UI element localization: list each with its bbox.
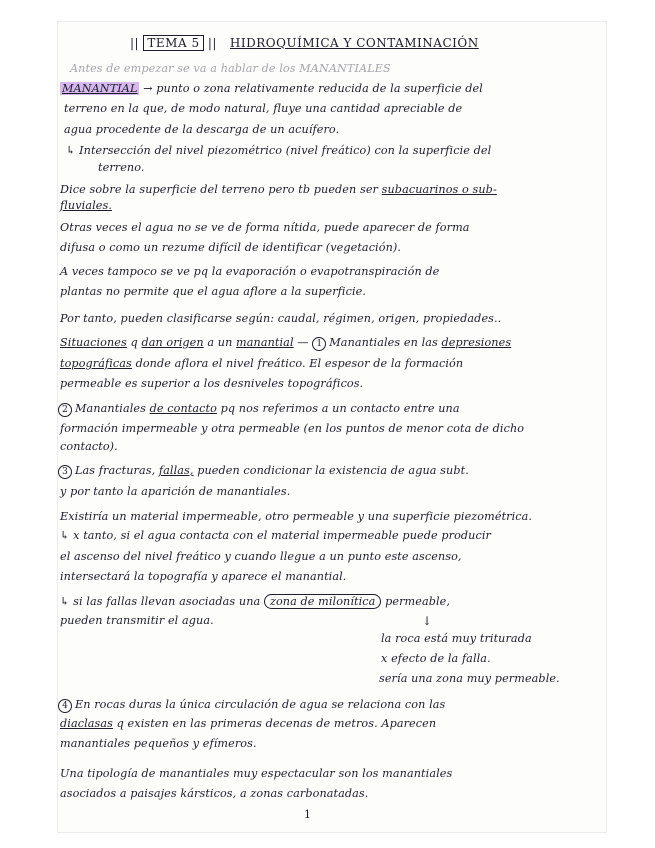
p22: En rocas duras la única circulación de agua se relaciona con las — [75, 698, 446, 711]
number-2-circle: 2 — [58, 403, 72, 417]
p17a: ↳ si las fallas llevan asociadas una — [60, 595, 261, 608]
def-line-3: agua procedente de la descarga de un acuífero. — [64, 123, 340, 136]
p5g: Manantiales en las — [329, 336, 438, 349]
p11c: pueden condicionar la existencia de agua subt. — [197, 464, 469, 477]
p13-line: Existiría un material impermeable, otro permeable y una superficie piezométrica. — [60, 510, 533, 523]
p2-line-2: difusa o como un rezume difícil de identificar (vegetación). — [60, 241, 401, 254]
note-line-1: la roca está muy triturada — [381, 632, 532, 645]
p23-line — [60, 717, 606, 731]
p1-line-1 — [60, 183, 606, 197]
p9-line: formación impermeable y otra permeable (en los puntos de menor cota de dicho — [60, 422, 525, 435]
p7-line: permeable es superior a los desniveles topográficos. — [60, 377, 364, 390]
arrow-down-icon: ↓ — [422, 614, 433, 628]
p23a: diaclasas — [60, 717, 113, 730]
p5c: dan origen — [141, 336, 204, 349]
number-3-circle: 3 — [58, 465, 72, 479]
number-4-circle: 4 — [58, 699, 72, 713]
def-line-1 — [60, 82, 606, 96]
p5d: a un — [207, 336, 233, 349]
p11a: Las fracturas, — [75, 464, 156, 477]
tema-label: TEMA 5 — [143, 35, 203, 51]
def-line-4: ↳ Intersección del nivel piezométrico (nivel freático) con la superficie del — [66, 144, 492, 157]
p3-line-2: plantas no permite que el agua aflore a la superficie. — [60, 285, 367, 298]
p5a: Situaciones — [60, 336, 127, 349]
p18-line: pueden transmitir el agua. — [60, 614, 214, 627]
notebook-page — [58, 22, 606, 832]
p5h: depresiones — [441, 336, 512, 349]
header-line: || TEMA 5 || HIDROQUÍMICA Y CONTAMINACIÓN — [130, 36, 479, 50]
p12-line: y por tanto la aparición de manantiales. — [60, 485, 291, 498]
p8c: pq nos referimos a un contacto entre una — [220, 402, 460, 415]
note-line-2: x efecto de la falla. — [381, 652, 491, 665]
p17-line — [60, 595, 606, 609]
p1-line-2 — [60, 199, 606, 213]
p8a: Manantiales — [75, 402, 146, 415]
page-number: 1 — [304, 808, 311, 821]
p1c: fluviales. — [60, 199, 112, 212]
p26-line: asociados a paisajes kársticos, a zonas carbonatadas. — [60, 787, 369, 800]
manantial-term: MANANTIAL — [62, 82, 138, 95]
note-line-3: sería una zona muy permeable. — [379, 672, 560, 685]
p16-line: intersectará la topografía y aparece el manantial. — [60, 570, 347, 583]
p5b: q — [130, 336, 138, 349]
p5-line — [60, 336, 606, 351]
p4-line: Por tanto, pueden clasificarse según: caudal, régimen, origen, propiedades.. — [60, 312, 502, 325]
p24-line: manantiales pequeños y efímeros. — [60, 737, 257, 750]
p1a: Dice sobre la superficie del terreno pero tb pueden ser — [60, 183, 378, 196]
p1b: subacuarinos o sub- — [381, 183, 497, 196]
p17c: permeable, — [385, 595, 451, 608]
tema-title: HIDROQUÍMICA Y CONTAMINACIÓN — [229, 36, 479, 50]
p5f: — — [297, 336, 309, 349]
p11b: fallas, — [158, 464, 194, 477]
p6-line — [60, 357, 606, 371]
p11-line — [58, 464, 606, 479]
def-line-2: terreno en la que, de modo natural, fluye una cantidad apreciable de — [64, 102, 463, 115]
p15-line: el ascenso del nivel freático y cuando llegue a un punto este ascenso, — [60, 550, 462, 563]
p2-line-1: Otras veces el agua no se ve de forma nítida, puede aparecer de forma — [60, 221, 470, 234]
p22-line — [58, 698, 606, 713]
p25-line: Una tipología de manantiales muy espectacular son los manantiales — [60, 767, 453, 780]
p6b: donde aflora el nivel freático. El espesor de la formación — [135, 357, 464, 370]
p6a: topográficas — [60, 357, 132, 370]
p3-line-1: A veces tampoco se ve pq la evaporación o evapotranspiración de — [60, 265, 440, 278]
milonitic-zone-oval: zona de milonítica — [264, 594, 382, 609]
p8-line — [58, 402, 606, 417]
p23b: q existen en las primeras decenas de metros. Aparecen — [116, 717, 437, 730]
p8b: de contacto — [149, 402, 217, 415]
number-1-circle: 1 — [312, 337, 326, 351]
faint-intro: Antes de empezar se va a hablar de los MANANTIALES — [70, 62, 391, 75]
def-line-5: terreno. — [98, 161, 145, 174]
p14-line: ↳ x tanto, si el agua contacta con el material impermeable puede producir — [60, 529, 491, 542]
p5e: manantial — [236, 336, 294, 349]
def-text-1: → punto o zona relativamente reducida de la superficie del — [143, 82, 483, 95]
p10-line: contacto). — [60, 440, 118, 453]
